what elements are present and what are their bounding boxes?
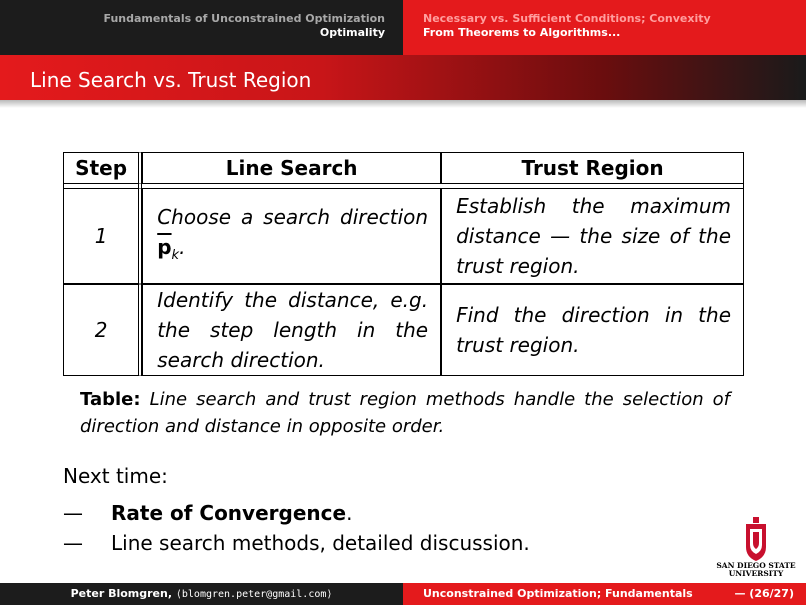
direction-subscript: k bbox=[171, 247, 180, 263]
frame-title-bar bbox=[0, 55, 806, 100]
row1-line-search-text: Choose a search direction bbox=[157, 204, 429, 229]
row1-trust-region: Establish the maximum distance — the size of the trust region. bbox=[441, 188, 744, 284]
list-dash: — bbox=[63, 531, 83, 555]
direction-vector: $\overline{p}$ bbox=[157, 234, 172, 259]
header-navigation bbox=[0, 0, 806, 55]
item-bold-text: Rate of Convergence bbox=[111, 501, 347, 525]
list-dash: — bbox=[63, 501, 83, 525]
logo-line-2: UNIVERSITY bbox=[728, 569, 784, 578]
footer-author-name: Peter Blomgren, bbox=[70, 587, 173, 600]
table-caption bbox=[80, 386, 730, 440]
item-text: . bbox=[346, 501, 353, 525]
footer-author bbox=[0, 583, 403, 605]
row1-line-search bbox=[142, 188, 441, 284]
caption-label: Table: bbox=[80, 389, 141, 410]
logo-line-1: SAN DIEGO STATE bbox=[716, 561, 796, 570]
table-row bbox=[63, 284, 744, 376]
row2-trust-region: Find the direction in the trust region. bbox=[441, 284, 744, 376]
nav-left-section bbox=[0, 0, 403, 55]
table-header-row bbox=[63, 152, 744, 184]
footer-title: Unconstrained Optimization; Fundamentals bbox=[423, 587, 693, 600]
next-time-heading: Next time: bbox=[63, 464, 168, 488]
footer-page-number: — (26/27) bbox=[734, 587, 794, 600]
caption-text: Line search and trust region methods handle the selection of direction and distance in opposite order. bbox=[80, 389, 730, 437]
header-step: Step bbox=[63, 152, 142, 184]
comparison-table bbox=[63, 152, 744, 376]
nav-subsection-optimality[interactable]: Optimality bbox=[319, 26, 385, 39]
frame-title: Line Search vs. Trust Region bbox=[30, 68, 312, 92]
row2-step: 2 bbox=[63, 284, 142, 376]
item-text: Line search methods, detailed discussion. bbox=[111, 531, 530, 555]
nav-subsection-algorithms[interactable]: From Theorems to Algorithms... bbox=[423, 26, 621, 39]
table-row bbox=[63, 188, 744, 284]
row1-line-search-end: . bbox=[179, 234, 186, 259]
logo-text bbox=[712, 562, 800, 578]
header-trust-region: Trust Region bbox=[441, 152, 744, 184]
row1-step: 1 bbox=[63, 188, 142, 284]
footer-right bbox=[403, 583, 806, 605]
header-line-search: Line Search bbox=[142, 152, 441, 184]
footer-email: ⟨blomgren.peter@gmail.com⟩ bbox=[175, 589, 333, 600]
nav-subsection-conditions[interactable]: Necessary vs. Sufficient Conditions; Convexity bbox=[423, 12, 711, 25]
university-logo bbox=[712, 515, 800, 585]
footer bbox=[0, 583, 806, 605]
row2-line-search: Identify the distance, e.g. the step length in the search direction. bbox=[142, 284, 441, 376]
nav-section-fundamentals[interactable]: Fundamentals of Unconstrained Optimization bbox=[103, 12, 385, 25]
university-shield-icon bbox=[744, 517, 768, 561]
nav-right-section bbox=[403, 0, 806, 55]
